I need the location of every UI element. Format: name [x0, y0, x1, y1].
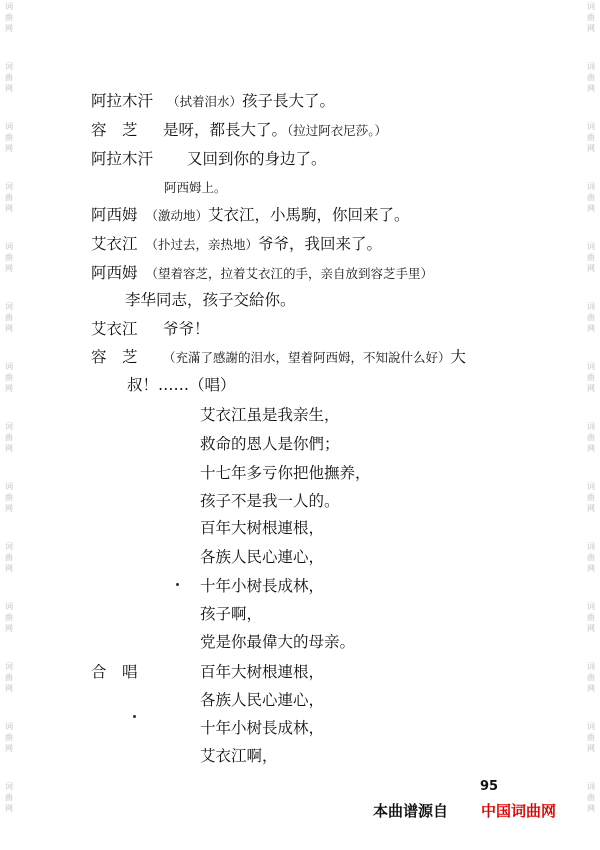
watermark-glyph: 词: [587, 722, 595, 731]
watermark-glyph: 曲: [5, 253, 13, 262]
watermark-glyph: 网: [587, 804, 595, 813]
watermark-glyph: 网: [5, 444, 13, 453]
watermark-glyph: 曲: [5, 493, 13, 502]
watermark-glyph: 词: [5, 2, 13, 11]
watermark-glyph: 词: [587, 122, 595, 131]
dialogue: 孩子長大了。: [242, 92, 336, 110]
watermark-glyph: 词: [5, 662, 13, 671]
watermark-glyph: 网: [5, 564, 13, 573]
watermark-glyph: 网: [587, 84, 595, 93]
watermark-glyph: 词: [587, 2, 595, 11]
line-rongzhi-1: [91, 120, 387, 141]
chorus-speaker: 合 唱: [91, 663, 138, 681]
watermark-glyph: 网: [5, 744, 13, 753]
watermark-glyph: 词: [5, 62, 13, 71]
watermark-glyph: 曲: [587, 553, 595, 562]
dialogue: 艾衣江，小馬駒，你回来了。: [208, 206, 410, 224]
watermark-glyph: 曲: [5, 733, 13, 742]
lyric-line: 十年小树長成林，: [200, 719, 325, 737]
watermark-glyph: 网: [587, 444, 595, 453]
stage-direction: （拭着泪水）: [167, 94, 243, 109]
dialogue: 大: [450, 348, 467, 366]
dialogue: 爷爷！: [163, 320, 210, 338]
source-site-link[interactable]: 中国词曲网: [481, 802, 557, 820]
watermark-glyph: 词: [587, 62, 595, 71]
watermark-left: [2, 0, 16, 850]
lyric-line: 十七年多亏你把他撫养，: [200, 464, 371, 482]
watermark-glyph: 曲: [587, 673, 595, 682]
watermark-glyph: 曲: [587, 613, 595, 622]
watermark-glyph: 网: [587, 684, 595, 693]
watermark-glyph: 词: [587, 422, 595, 431]
lyric-line: 孩子不是我一人的。: [200, 492, 340, 510]
speaker: 阿西姆: [91, 206, 138, 224]
stage-direction: （望着容芝，拉着艾衣江的手，亲自放到容芝手里）: [145, 266, 434, 281]
watermark-glyph: 网: [587, 564, 595, 573]
watermark-glyph: 词: [5, 542, 13, 551]
watermark-glyph: 网: [5, 84, 13, 93]
watermark-glyph: 曲: [5, 13, 13, 22]
watermark-glyph: 曲: [587, 373, 595, 382]
watermark-glyph: 曲: [5, 193, 13, 202]
watermark-glyph: 网: [5, 24, 13, 33]
watermark-glyph: 词: [5, 782, 13, 791]
watermark-glyph: 曲: [5, 373, 13, 382]
watermark-glyph: 曲: [5, 673, 13, 682]
watermark-glyph: 词: [5, 182, 13, 191]
watermark-glyph: 网: [5, 324, 13, 333]
lyric-line: 孩子啊，: [200, 605, 263, 623]
dialogue-continuation: 李华同志，孩子交給你。: [125, 291, 296, 309]
speaker: 艾衣江: [91, 235, 138, 253]
speaker: 阿西姆: [91, 264, 138, 282]
watermark-glyph: 网: [587, 324, 595, 333]
watermark-glyph: 词: [587, 182, 595, 191]
speaker: 艾衣江: [91, 320, 138, 338]
lyric-line: 党是你最偉大的母亲。: [200, 633, 356, 651]
watermark-glyph: 词: [587, 302, 595, 311]
watermark-glyph: 曲: [5, 433, 13, 442]
watermark-glyph: 曲: [587, 313, 595, 322]
watermark-glyph: 网: [5, 804, 13, 813]
lyric-line: 各族人民心連心，: [200, 548, 325, 566]
watermark-glyph: 网: [5, 144, 13, 153]
speaker: 阿拉木汗: [91, 92, 154, 110]
dialogue: 爷爷，我回来了。: [258, 235, 383, 253]
watermark-glyph: 曲: [5, 313, 13, 322]
source-label: 本曲谱源自: [373, 802, 449, 820]
watermark-glyph: 词: [587, 242, 595, 251]
watermark-glyph: 曲: [5, 133, 13, 142]
line-ayijiang-1: [91, 234, 382, 255]
watermark-glyph: 词: [587, 542, 595, 551]
watermark-glyph: 网: [587, 624, 595, 633]
watermark-glyph: 曲: [587, 133, 595, 142]
page-number: 95: [480, 779, 499, 794]
watermark-glyph: 词: [5, 362, 13, 371]
watermark-glyph: 网: [587, 264, 595, 273]
stage-direction: （充滿了感謝的泪水，望着阿西姆，不知說什么好）: [163, 350, 451, 365]
speaker: 容 芝: [91, 121, 138, 139]
watermark-glyph: 词: [5, 482, 13, 491]
watermark-glyph: 词: [5, 422, 13, 431]
lyric-line: 艾衣江啊，: [200, 747, 278, 765]
speaker: 阿拉木汗: [91, 150, 154, 168]
watermark-glyph: 词: [5, 122, 13, 131]
watermark-glyph: 曲: [587, 13, 595, 22]
watermark-glyph: 曲: [5, 793, 13, 802]
watermark-glyph: 曲: [587, 433, 595, 442]
watermark-glyph: 网: [5, 204, 13, 213]
lyric-line: 各族人民心連心，: [200, 691, 325, 709]
watermark-glyph: 网: [587, 384, 595, 393]
lyric-line: 十年小树長成林，: [200, 577, 325, 595]
watermark-glyph: 词: [587, 362, 595, 371]
line-ayijiang-2: [91, 319, 210, 339]
watermark-glyph: 词: [5, 302, 13, 311]
watermark-glyph: 词: [587, 602, 595, 611]
lyric-line: 救命的恩人是你們；: [200, 435, 340, 453]
watermark-glyph: 网: [587, 24, 595, 33]
watermark-glyph: 词: [587, 782, 595, 791]
watermark-glyph: 词: [5, 242, 13, 251]
stage-direction-entrance: 阿西姆上。: [164, 180, 227, 195]
watermark-glyph: 网: [5, 624, 13, 633]
watermark-glyph: 网: [587, 144, 595, 153]
watermark-glyph: 网: [5, 684, 13, 693]
lyric-line: 百年大树根連根，: [200, 519, 325, 537]
speaker: 容 芝: [91, 348, 138, 366]
line-alamuhan-2: [91, 149, 327, 169]
watermark-glyph: 网: [587, 504, 595, 513]
watermark-glyph: 曲: [587, 793, 595, 802]
watermark-glyph: 词: [5, 722, 13, 731]
watermark-glyph: 网: [5, 504, 13, 513]
stage-direction: （激动地）: [145, 208, 209, 223]
watermark-glyph: 曲: [587, 253, 595, 262]
watermark-glyph: 网: [5, 384, 13, 393]
line-rongzhi-2: [91, 347, 466, 368]
line-alamuhan-1: [91, 91, 335, 112]
dialogue-continuation: 叔！……（唱）: [127, 376, 236, 394]
watermark-glyph: 网: [5, 264, 13, 273]
line-axim-1: [91, 205, 410, 226]
print-speck: [176, 583, 179, 586]
lyric-line: 百年大树根連根，: [200, 663, 325, 681]
watermark-glyph: 曲: [587, 193, 595, 202]
watermark-glyph: 曲: [587, 73, 595, 82]
watermark-right: [584, 0, 598, 850]
watermark-glyph: 词: [587, 482, 595, 491]
line-axim-2: [91, 263, 433, 284]
dialogue: 是呀，都長大了。: [163, 121, 288, 139]
watermark-glyph: 词: [587, 662, 595, 671]
watermark-glyph: 网: [587, 204, 595, 213]
watermark-glyph: 曲: [587, 493, 595, 502]
dialogue: 又回到你的身边了。: [187, 150, 327, 168]
watermark-glyph: 词: [5, 602, 13, 611]
watermark-glyph: 曲: [5, 613, 13, 622]
stage-direction: （扑过去，亲热地）: [145, 237, 259, 252]
lyric-line: 艾衣江虽是我亲生，: [200, 406, 340, 424]
stage-direction: （拉过阿衣尼莎。）: [287, 123, 388, 138]
print-speck: [133, 715, 136, 718]
watermark-glyph: 曲: [5, 73, 13, 82]
watermark-glyph: 网: [587, 744, 595, 753]
watermark-glyph: 曲: [587, 733, 595, 742]
watermark-glyph: 曲: [5, 553, 13, 562]
